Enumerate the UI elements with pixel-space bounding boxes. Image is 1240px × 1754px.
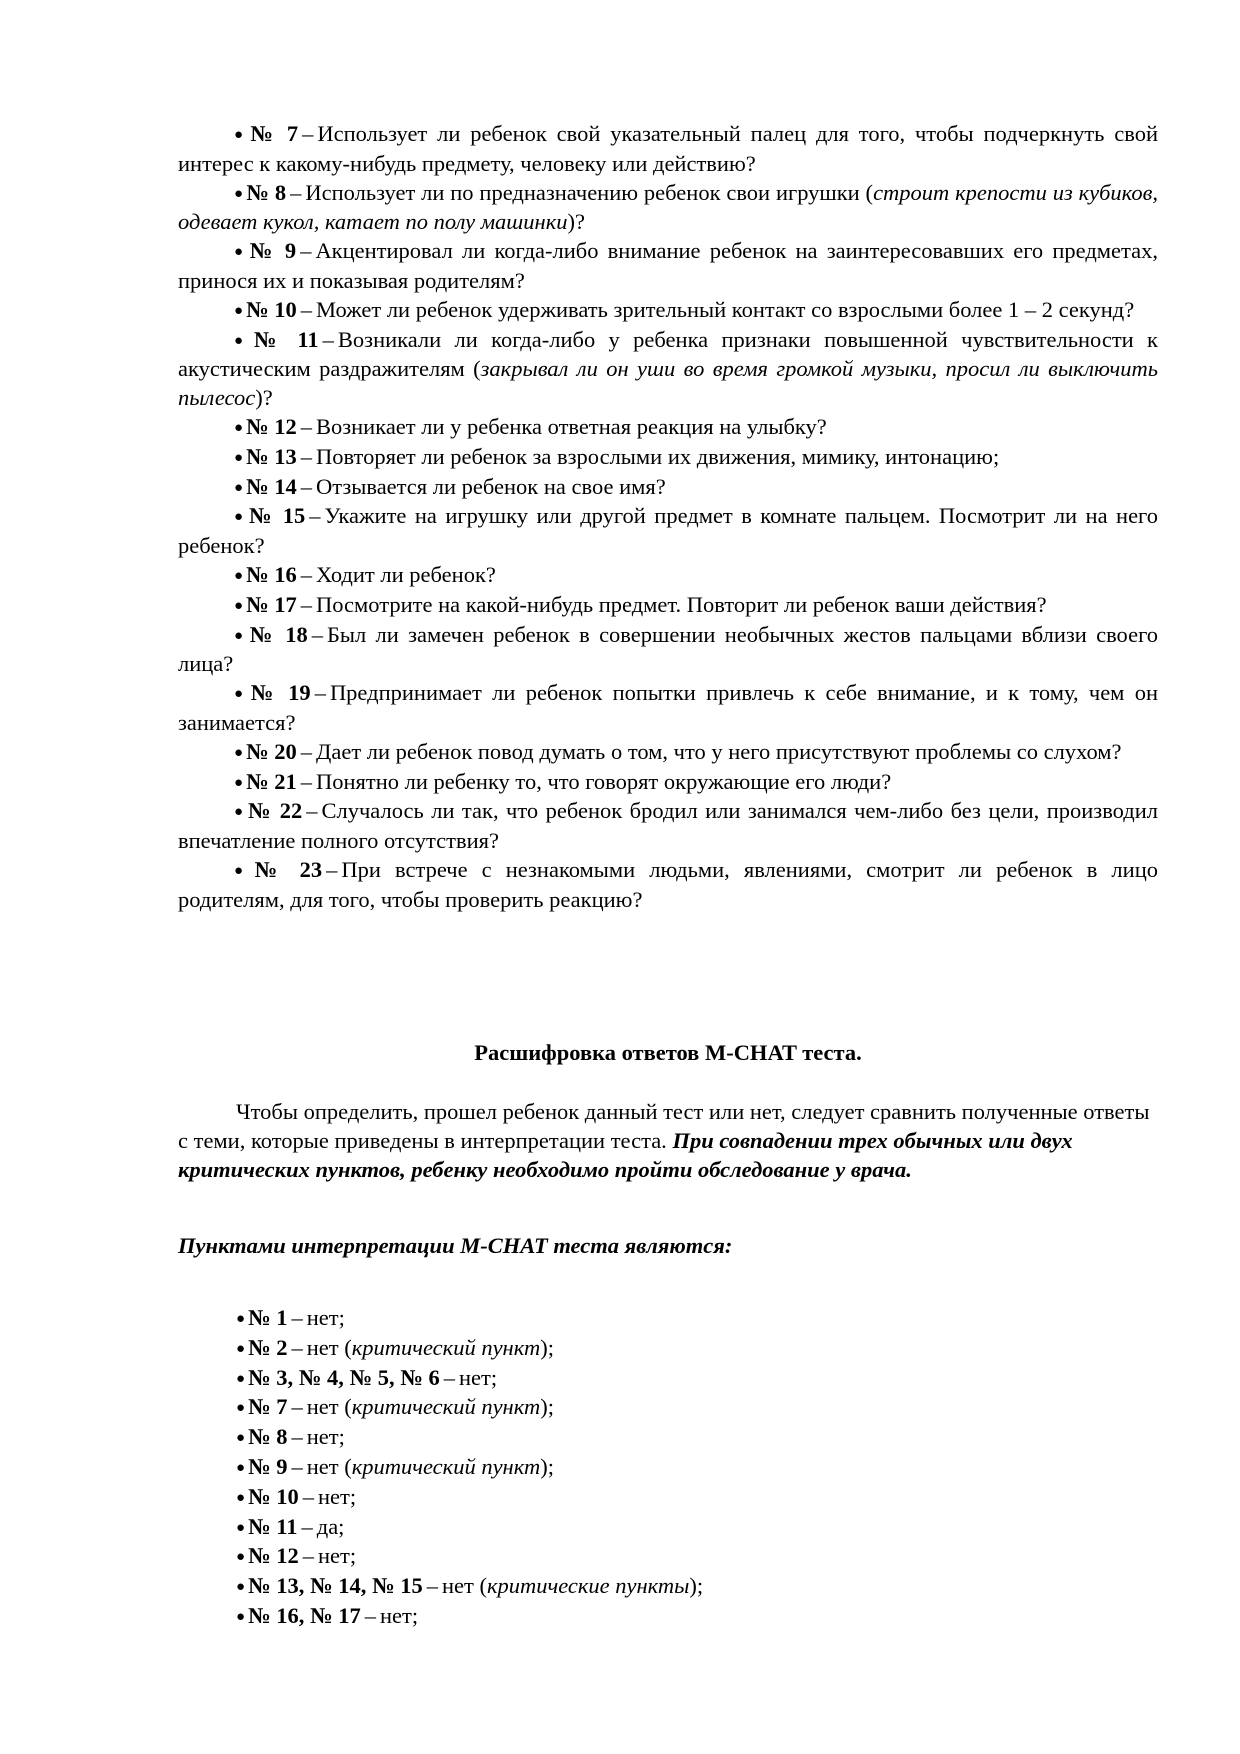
answer-value: нет ( (306, 1334, 352, 1360)
bullet-icon: ● (236, 1519, 246, 1536)
bullet-icon: ● (236, 1459, 246, 1476)
bullet-icon: ● (234, 686, 244, 703)
question-text: Акцентировал ли когда-либо внимание ребенок на заинтересовавших его предметах, принося их и показывая родителям? (178, 238, 1158, 293)
intro-text: Чтобы определить, прошел ребенок данный тест или нет, следует сравнить полученные ответы с теми, которые приведены в интерпретации теста. (178, 1099, 1150, 1153)
question-text: При встрече с незнакомыми людьми, явлениями, смотрит ли ребенок в лицо родителям, для того, чтобы проверить реакцию? (178, 856, 1158, 912)
question-item (178, 237, 1158, 296)
question-text: Возникает ли у ребенка ответная реакция на улыбку? (316, 413, 827, 439)
question-item (178, 768, 1158, 798)
bullet-icon: ● (234, 332, 244, 349)
question-number: № 21 (246, 768, 297, 794)
question-item (178, 296, 1158, 326)
answer-note: критический пункт (351, 1453, 541, 1479)
answer-value: нет; (318, 1483, 357, 1509)
answer-items: № 12 (248, 1543, 299, 1569)
bullet-icon: ● (234, 419, 244, 436)
question-number: № 12 (246, 413, 297, 439)
bullet-icon: ● (236, 1400, 246, 1417)
question-item (178, 797, 1158, 856)
question-item (178, 502, 1158, 561)
answer-item (236, 1483, 1216, 1513)
question-text: Использует ли ребенок свой указательный палец для того, чтобы подчеркнуть свой интерес к какому-нибудь предмету, человеку или действию? (178, 121, 1158, 176)
dash: – (306, 798, 318, 824)
question-item (178, 561, 1158, 591)
question-text: Укажите на игрушку или другой предмет в комнате пальцем. Посмотрит ли на него ребенок? (178, 503, 1158, 559)
question-number: № 14 (246, 473, 297, 499)
dash: – (290, 179, 302, 205)
bullet-icon: ● (234, 567, 244, 584)
question-item (178, 473, 1158, 503)
question-text: Ходит ли ребенок? (316, 561, 496, 587)
dash: – (302, 121, 314, 146)
answer-note: критические пункты (486, 1573, 690, 1599)
question-number: № 22 (246, 798, 303, 824)
bullet-icon: ● (234, 744, 244, 761)
dash: – (364, 1602, 376, 1628)
bullet-icon: ● (236, 1370, 246, 1387)
bullet-icon: ● (236, 1430, 246, 1447)
answer-items: № 7 (248, 1394, 288, 1420)
bullet-icon: ● (234, 244, 244, 261)
question-number: № 7 (246, 121, 299, 146)
answer-item (236, 1513, 1216, 1543)
answer-items: № 2 (248, 1334, 288, 1360)
question-item (178, 738, 1158, 768)
question-item (178, 413, 1158, 443)
question-item (178, 856, 1158, 915)
answer-item (236, 1304, 1216, 1334)
answer-items: № 10 (248, 1483, 299, 1509)
answer-note: критический пункт (351, 1334, 541, 1360)
question-number: № 9 (246, 238, 297, 264)
answer-items: № 16, № 17 (248, 1602, 361, 1628)
intro-paragraph (178, 1098, 1158, 1184)
answer-items: № 1 (248, 1305, 288, 1330)
answer-item (236, 1453, 1216, 1483)
answer-list (178, 1304, 1216, 1632)
answer-value: нет; (306, 1305, 345, 1330)
question-number: № 15 (246, 503, 306, 529)
bullet-icon: ● (236, 1311, 246, 1327)
answer-end: ); (540, 1453, 554, 1479)
dash: – (300, 561, 312, 587)
dash: – (300, 443, 312, 469)
dash: – (300, 238, 312, 264)
question-text-end: )? (567, 209, 585, 235)
answer-item (236, 1602, 1216, 1632)
question-text: Случалось ли так, что ребенок бродил или занимался чем-либо без цели, производил впечатление полного отсутствия? (178, 798, 1158, 854)
answer-value: нет ( (306, 1394, 352, 1420)
answer-items: № 3, № 4, № 5, № 6 (248, 1364, 440, 1390)
question-number: № 10 (246, 296, 297, 322)
bullet-icon: ● (236, 1579, 246, 1596)
bullet-icon: ● (234, 449, 244, 466)
answer-value: нет; (379, 1602, 419, 1628)
interpretation-title: Пунктами интерпретации M-CHAT теста являются: (178, 1233, 733, 1258)
question-item (178, 443, 1158, 473)
answer-item (236, 1542, 1216, 1572)
bullet-icon: ● (234, 862, 244, 879)
question-item (178, 621, 1158, 680)
question-text: Посмотрите на какой-нибудь предмет. Повторит ли ребенок ваши действия? (316, 591, 1047, 617)
dash: – (300, 413, 312, 439)
dash: – (291, 1394, 303, 1420)
question-number: № 8 (246, 179, 287, 205)
answer-items: № 9 (248, 1453, 288, 1479)
dash: – (302, 1543, 314, 1569)
dash: – (291, 1334, 303, 1360)
dash: – (300, 473, 312, 499)
answer-items: № 13, № 14, № 15 (248, 1573, 423, 1599)
question-item (178, 679, 1158, 738)
answer-value: нет; (318, 1543, 357, 1569)
dash: – (300, 591, 312, 617)
answer-value: нет; (306, 1424, 345, 1450)
dash: – (300, 768, 312, 794)
intro-emphasis: При совпадении трех обычных или двух критических пунктов, ребенку необходимо пройти обследование у врача. (178, 1127, 1073, 1182)
answer-end: ); (540, 1334, 554, 1360)
dash: – (322, 326, 334, 352)
bullet-icon: ● (236, 1549, 246, 1566)
question-number: № 16 (246, 561, 297, 587)
bullet-icon: ● (236, 1340, 246, 1357)
dash: – (314, 680, 326, 706)
question-number: № 13 (246, 443, 297, 469)
question-list (178, 120, 1158, 915)
dash: – (309, 503, 321, 529)
dash: – (291, 1453, 303, 1479)
bullet-icon: ● (234, 627, 244, 644)
question-text: Был ли замечен ребенок в совершении необычных жестов пальцами вблизи своего лица? (178, 621, 1158, 677)
answer-value: нет; (458, 1364, 498, 1390)
dash: – (300, 296, 312, 322)
question-item (178, 179, 1158, 238)
answer-end: ); (540, 1394, 554, 1420)
dash: – (311, 621, 323, 647)
answer-item (236, 1572, 1216, 1602)
question-number: № 17 (246, 591, 297, 617)
bullet-icon: ● (234, 804, 244, 821)
dash: – (326, 856, 338, 882)
question-text-end: )? (255, 385, 273, 411)
question-example: закрывал ли он уши во время громкой музыки, просил ли выключить пылесос (178, 356, 1158, 411)
question-text: Предпринимает ли ребенок попытки привлечь к себе внимание, и к тому, чем он занимается? (178, 680, 1158, 735)
answer-value: да; (316, 1513, 345, 1539)
question-example: строит крепости из кубиков, одевает кукол, катает по полу машинки (178, 179, 1158, 235)
dash: – (300, 738, 312, 764)
answer-item (236, 1393, 1216, 1423)
question-number: № 11 (246, 326, 319, 352)
dash: – (443, 1364, 455, 1390)
question-text: Возникали ли когда-либо у ребенка признаки повышенной чувствительности к акустическим раздражителям ( (178, 326, 1158, 382)
dash: – (426, 1573, 438, 1599)
answer-value: нет ( (306, 1453, 352, 1479)
question-text: Использует ли по предназначению ребенок свои игрушки ( (305, 179, 874, 205)
question-number: № 23 (246, 856, 323, 882)
bullet-icon: ● (234, 509, 244, 526)
bullet-icon: ● (234, 185, 244, 202)
question-item (178, 326, 1158, 413)
bullet-icon: ● (234, 597, 244, 614)
dash: – (291, 1305, 303, 1330)
section-heading: Расшифровка ответов M-CHAT теста. (474, 1040, 862, 1065)
question-text: Дает ли ребенок повод думать о том, что у него присутствуют проблемы со слухом? (316, 738, 1122, 764)
dash: – (302, 1483, 314, 1509)
question-number: № 19 (246, 680, 311, 706)
question-number: № 18 (246, 621, 308, 647)
answer-value: нет ( (441, 1573, 487, 1599)
bullet-icon: ● (234, 127, 244, 143)
bullet-icon: ● (236, 1489, 246, 1506)
question-number: № 20 (246, 738, 297, 764)
answer-item (236, 1334, 1216, 1364)
bullet-icon: ● (234, 302, 244, 319)
question-text: Отзывается ли ребенок на свое имя? (316, 473, 666, 499)
answer-items: № 8 (248, 1424, 288, 1450)
question-item (178, 120, 1158, 179)
answer-end: ); (689, 1573, 704, 1599)
question-item (178, 591, 1158, 621)
answer-note: критический пункт (351, 1394, 541, 1420)
question-text: Понятно ли ребенку то, что говорят окружающие его люди? (316, 768, 892, 794)
answer-items: № 11 (248, 1513, 298, 1539)
answer-item (236, 1364, 1216, 1394)
dash: – (291, 1424, 303, 1450)
question-text: Может ли ребенок удерживать зрительный контакт со взрослыми более 1 – 2 секунд? (316, 296, 1135, 322)
question-text: Повторяет ли ребенок за взрослыми их движения, мимику, интонацию; (316, 443, 1000, 469)
answer-item (236, 1423, 1216, 1453)
bullet-icon: ● (234, 479, 244, 496)
bullet-icon: ● (234, 774, 244, 791)
dash: – (301, 1513, 313, 1539)
bullet-icon: ● (236, 1608, 246, 1625)
